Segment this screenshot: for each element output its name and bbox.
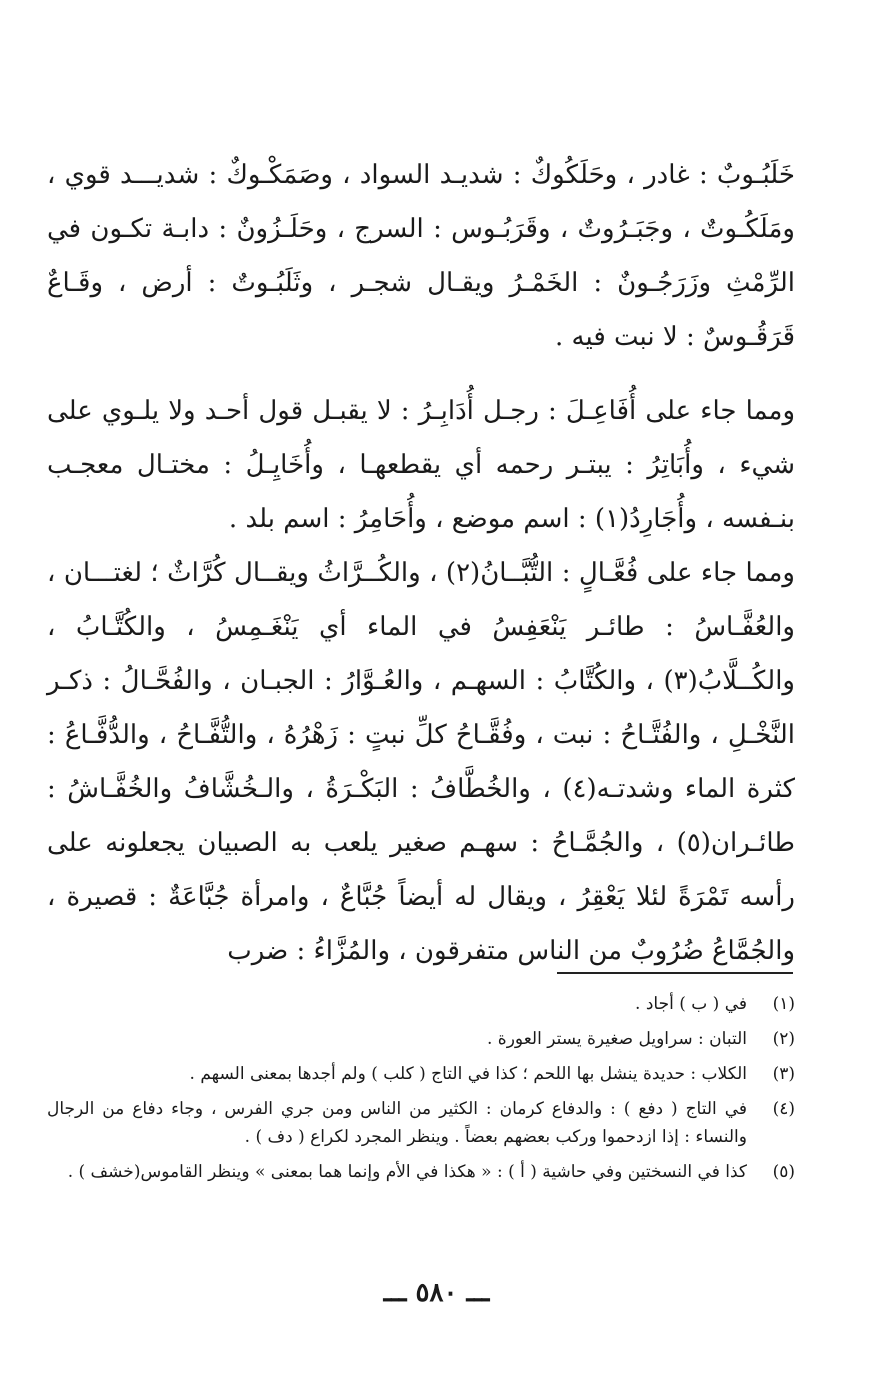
footnote-text: الكلاب : حديدة ينشل بها اللحم ؛ كذا في التاج ( كلب ) ولم أجدها بمعنى السهم . (189, 1064, 747, 1084)
footnote-number: (٢) (772, 1029, 795, 1049)
page-number: ـــ ٥٨٠ ـــ (383, 1278, 490, 1308)
footnote-divider (557, 972, 793, 974)
footnote-5 (47, 1158, 795, 1186)
footnote-number: (٣) (772, 1064, 795, 1084)
footnote-4 (47, 1095, 795, 1151)
footnote-3 (47, 1060, 795, 1088)
paragraph-2: ومما جاء على أُفَاعِـلَ : رجـل أُدَابِـرُ : لا يقبـل قول أحـد ولا يلـوي على شيء ، وأُبَاتِرُ : يبتـر رحمه أي يقطعهـا ، وأُخَايِـلُ : مختـال معجـب بنـفسه ، وأُجَارِدُ(١) : اسم موضع ، وأُحَامِرُ : اسم بلد . (47, 396, 795, 534)
footnote-2 (47, 1025, 795, 1053)
footnote-text: في التاج ( دفع ) : والدفاع كرمان : الكثير من الناس ومن جري الفرس ، وجاء دفاع من الرجال والنساء : إذا ازدحموا وركب بعضهم بعضاً . وينظر المجرد لكراع ( دف ) . (47, 1099, 747, 1147)
footnotes (47, 990, 795, 1193)
footnote-number: (٥) (772, 1162, 795, 1182)
footnote-number: (١) (772, 994, 795, 1014)
footnote-text: التبان : سراويل صغيرة يستر العورة . (486, 1029, 747, 1049)
footnote-number: (٤) (772, 1099, 795, 1119)
footnote-1 (47, 990, 795, 1018)
footnote-text: في ( ب ) أجاد . (635, 994, 747, 1014)
footnote-text: كذا في النسختين وفي حاشية ( أ ) : « هكذا في الأم وإنما هما بمعنى » وينظر القاموس(خشف ) . (67, 1162, 747, 1182)
paragraph-3: ومما جاء على فُعَّـالٍ : التُّبَّــانُ(٢) ، والكُــرَّاثُ ويقــال كُرَّاثٌ ؛ لغتـــان ، والعُفَّـاسُ : طائـر يَنْعَفِسُ في الماء أي يَنْغَـمِسُ ، والكُتَّـابُ ، والكُــلَّابُ(٣) ، والكُتَّابُ : السهـم ، والعُـوَّارُ : الجبـان ، والفُحَّـالُ : ذكـر النَّخْـلِ ، والفُتَّـاحُ : نبت ، وفُقَّـاحُ كلِّ نبتٍ : زَهْرُهُ ، والتُّفَّـاحُ ، والدُّفَّـاعُ : كثرة الماء وشدتـه(٤) ، والخُطَّافُ : البَكْـرَةُ ، والـخُشَّافُ والخُفَّـاشُ : طائـران(٥) ، والجُمَّـاحُ : سهـم صغير يلعب به الصبيان يجعلونه على رأسه تَمْرَةً لئلا يَعْقِرُ ، ويقال له أيضاً جُبَّاعٌ ، وامرأة جُبَّاعَةٌ : قصيرة ، والجُمَّاعُ ضُرُوبٌ من الناس متفرقون ، والمُزَّاءُ : ضرب (47, 558, 795, 966)
main-text (47, 148, 795, 978)
paragraph-1: خَلَبُـوبٌ : غادر ، وحَلَكُوكٌ : شديـد السواد ، وصَمَكْـوكٌ : شديـــد قوي ، ومَلَكُـوتٌ ، وجَبَـرُوتٌ ، وقَرَبُـوس : السرج ، وحَلَـزُونٌ : دابـة تكـون في الرِّمْثِ وزَرَجُـونٌ : الخَمْـرُ ويقـال شجـر ، وثَلَبُـوتٌ : أرض ، وقَـاعٌ قَرَقُـوسٌ : لا نبت فيه . (47, 160, 795, 352)
